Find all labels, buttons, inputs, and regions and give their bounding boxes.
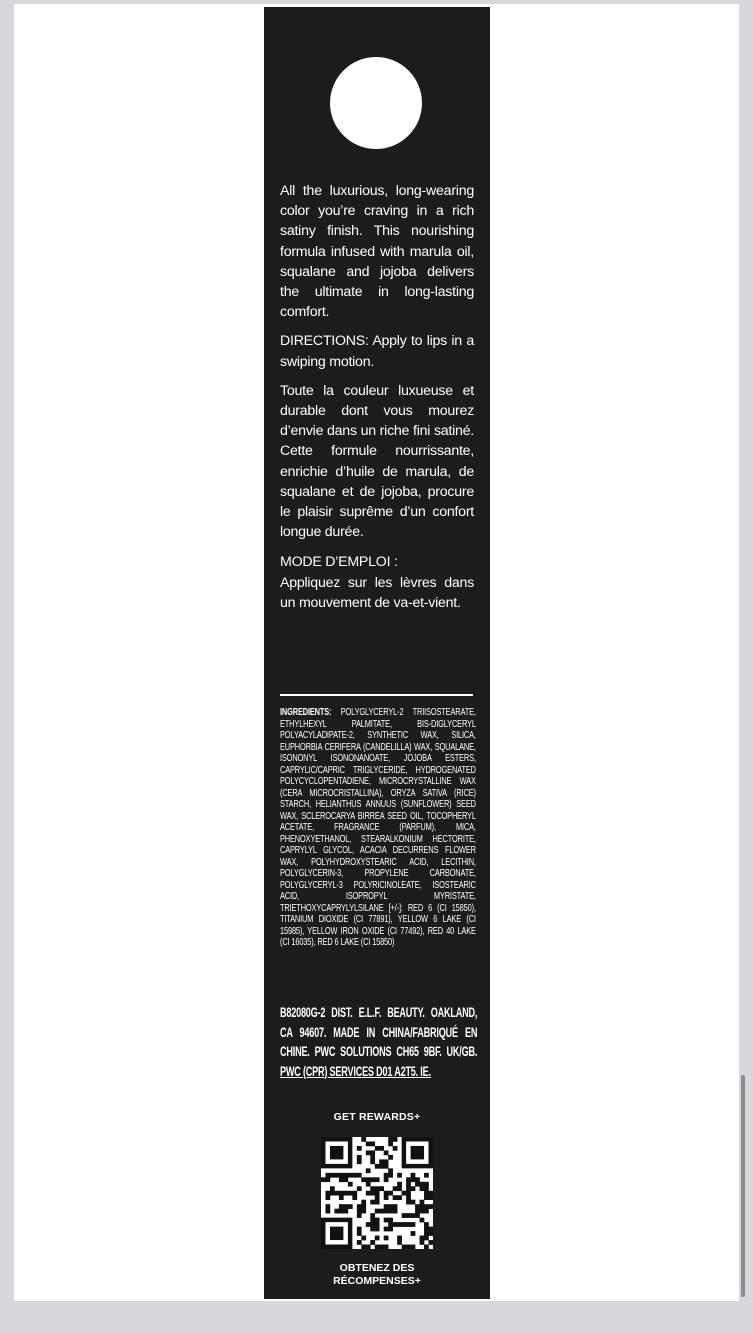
directions-fr-label: MODE D’EMPLOI :	[280, 554, 398, 571]
description-en: All the luxurious, long-wearing color you’re craving in a rich satiny finish. This nourishing formula infused with marula oil, squalane and jojoba delivers the ultimate in long-lasting comfort.	[280, 183, 474, 321]
vertical-scrollbar[interactable]	[741, 1075, 745, 1297]
ingredients-label: INGREDIENTS:	[280, 707, 332, 718]
product-box-panel	[264, 7, 490, 1299]
rewards-fr-label: OBTENEZ DES RÉCOMPENSES+	[333, 1262, 421, 1287]
ingredients-text: POLYGLYCERYL-2 TRIISOSTEARATE, ETHYLHEXYL PALMITATE, BIS-DIGLYCERYL POLYACYLADIPATE-2, SYNTHETIC WAX, SILICA, EUPHORBIA CERIFERA (CANDELILLA) WAX, SQUALANE, ISONONYL ISONONANOATE, JOJOBA ESTERS, CAPRYLIC/CAPRIC TRIGLYCERIDE, HYDROGENATED POLYCYCLOPENTADIENE, MICROCRYSTALLINE WAX (CERA MICROCRISTALLINA), ORYZA SATIVA (RICE) STARCH, HELIANTHUS ANNUUS (SUNFLOWER) SEED WAX, SCLEROCARYA BIRREA SEED OIL, TOCOPHERYL ACETATE, FRAGRANCE (PARFUM), MICA, PHENOXYETHANOL, STEARALKONIUM HECTORITE, CAPRYLYL GLYCOL, ACACIA DECURRENS FLOWER WAX, POLYHYDROXYSTEARIC ACID, LECITHIN, POLYGLYCERIN-3, PROPYLENE CARBONATE, POLYGLYCERYL-3 POLYRICINOLEATE, ISOSTEARIC ACID, ISOPROPYL MYRISTATE, TRIETHOXYCAPRYLYLSILANE [+/-]: RED 6 (CI 15850), TITANIUM DIOXIDE (CI 77891), YELLOW 6 LAKE (CI 15985), YELLOW IRON OXIDE (CI 77492), RED 40 LAKE (CI 16035), RED 6 LAKE (CI 15850)	[280, 707, 476, 948]
directions-fr: Appliquez sur les lèvres dans un mouvement de va-et-vient.	[280, 574, 474, 611]
description-fr: Toute la couleur luxueuse et durable dont vous mourez d’envie dans un riche fini satiné. Cette formule nourrissante, enrichie d’huile de marula, de squalane et de jojoba, procure le plaisir suprême d’un confort longue durée.	[280, 382, 474, 541]
qr-code-graphic	[321, 1137, 433, 1249]
qr-code-icon[interactable]	[321, 1137, 433, 1249]
legal-text	[280, 1003, 477, 1081]
bottom-bar	[0, 1303, 753, 1333]
hang-hole	[330, 57, 422, 149]
description-block	[280, 181, 474, 622]
get-rewards-label: GET REWARDS+	[333, 1111, 421, 1123]
legal-distributor: B82080G-2 DIST. E.L.F. BEAUTY. OAKLAND, CA 94607. MADE IN CHINA/FABRIQUÉ EN CHINE. PWC SOLUTIONS CH65 9BF. UK/GB.	[280, 1005, 478, 1059]
divider	[280, 694, 473, 696]
ingredients-list	[280, 707, 476, 949]
directions-en: DIRECTIONS: Apply to lips in a swiping motion.	[280, 333, 474, 370]
legal-eu-rep: PWC (CPR) SERVICES D01 A2T5. IE.	[280, 1063, 431, 1079]
